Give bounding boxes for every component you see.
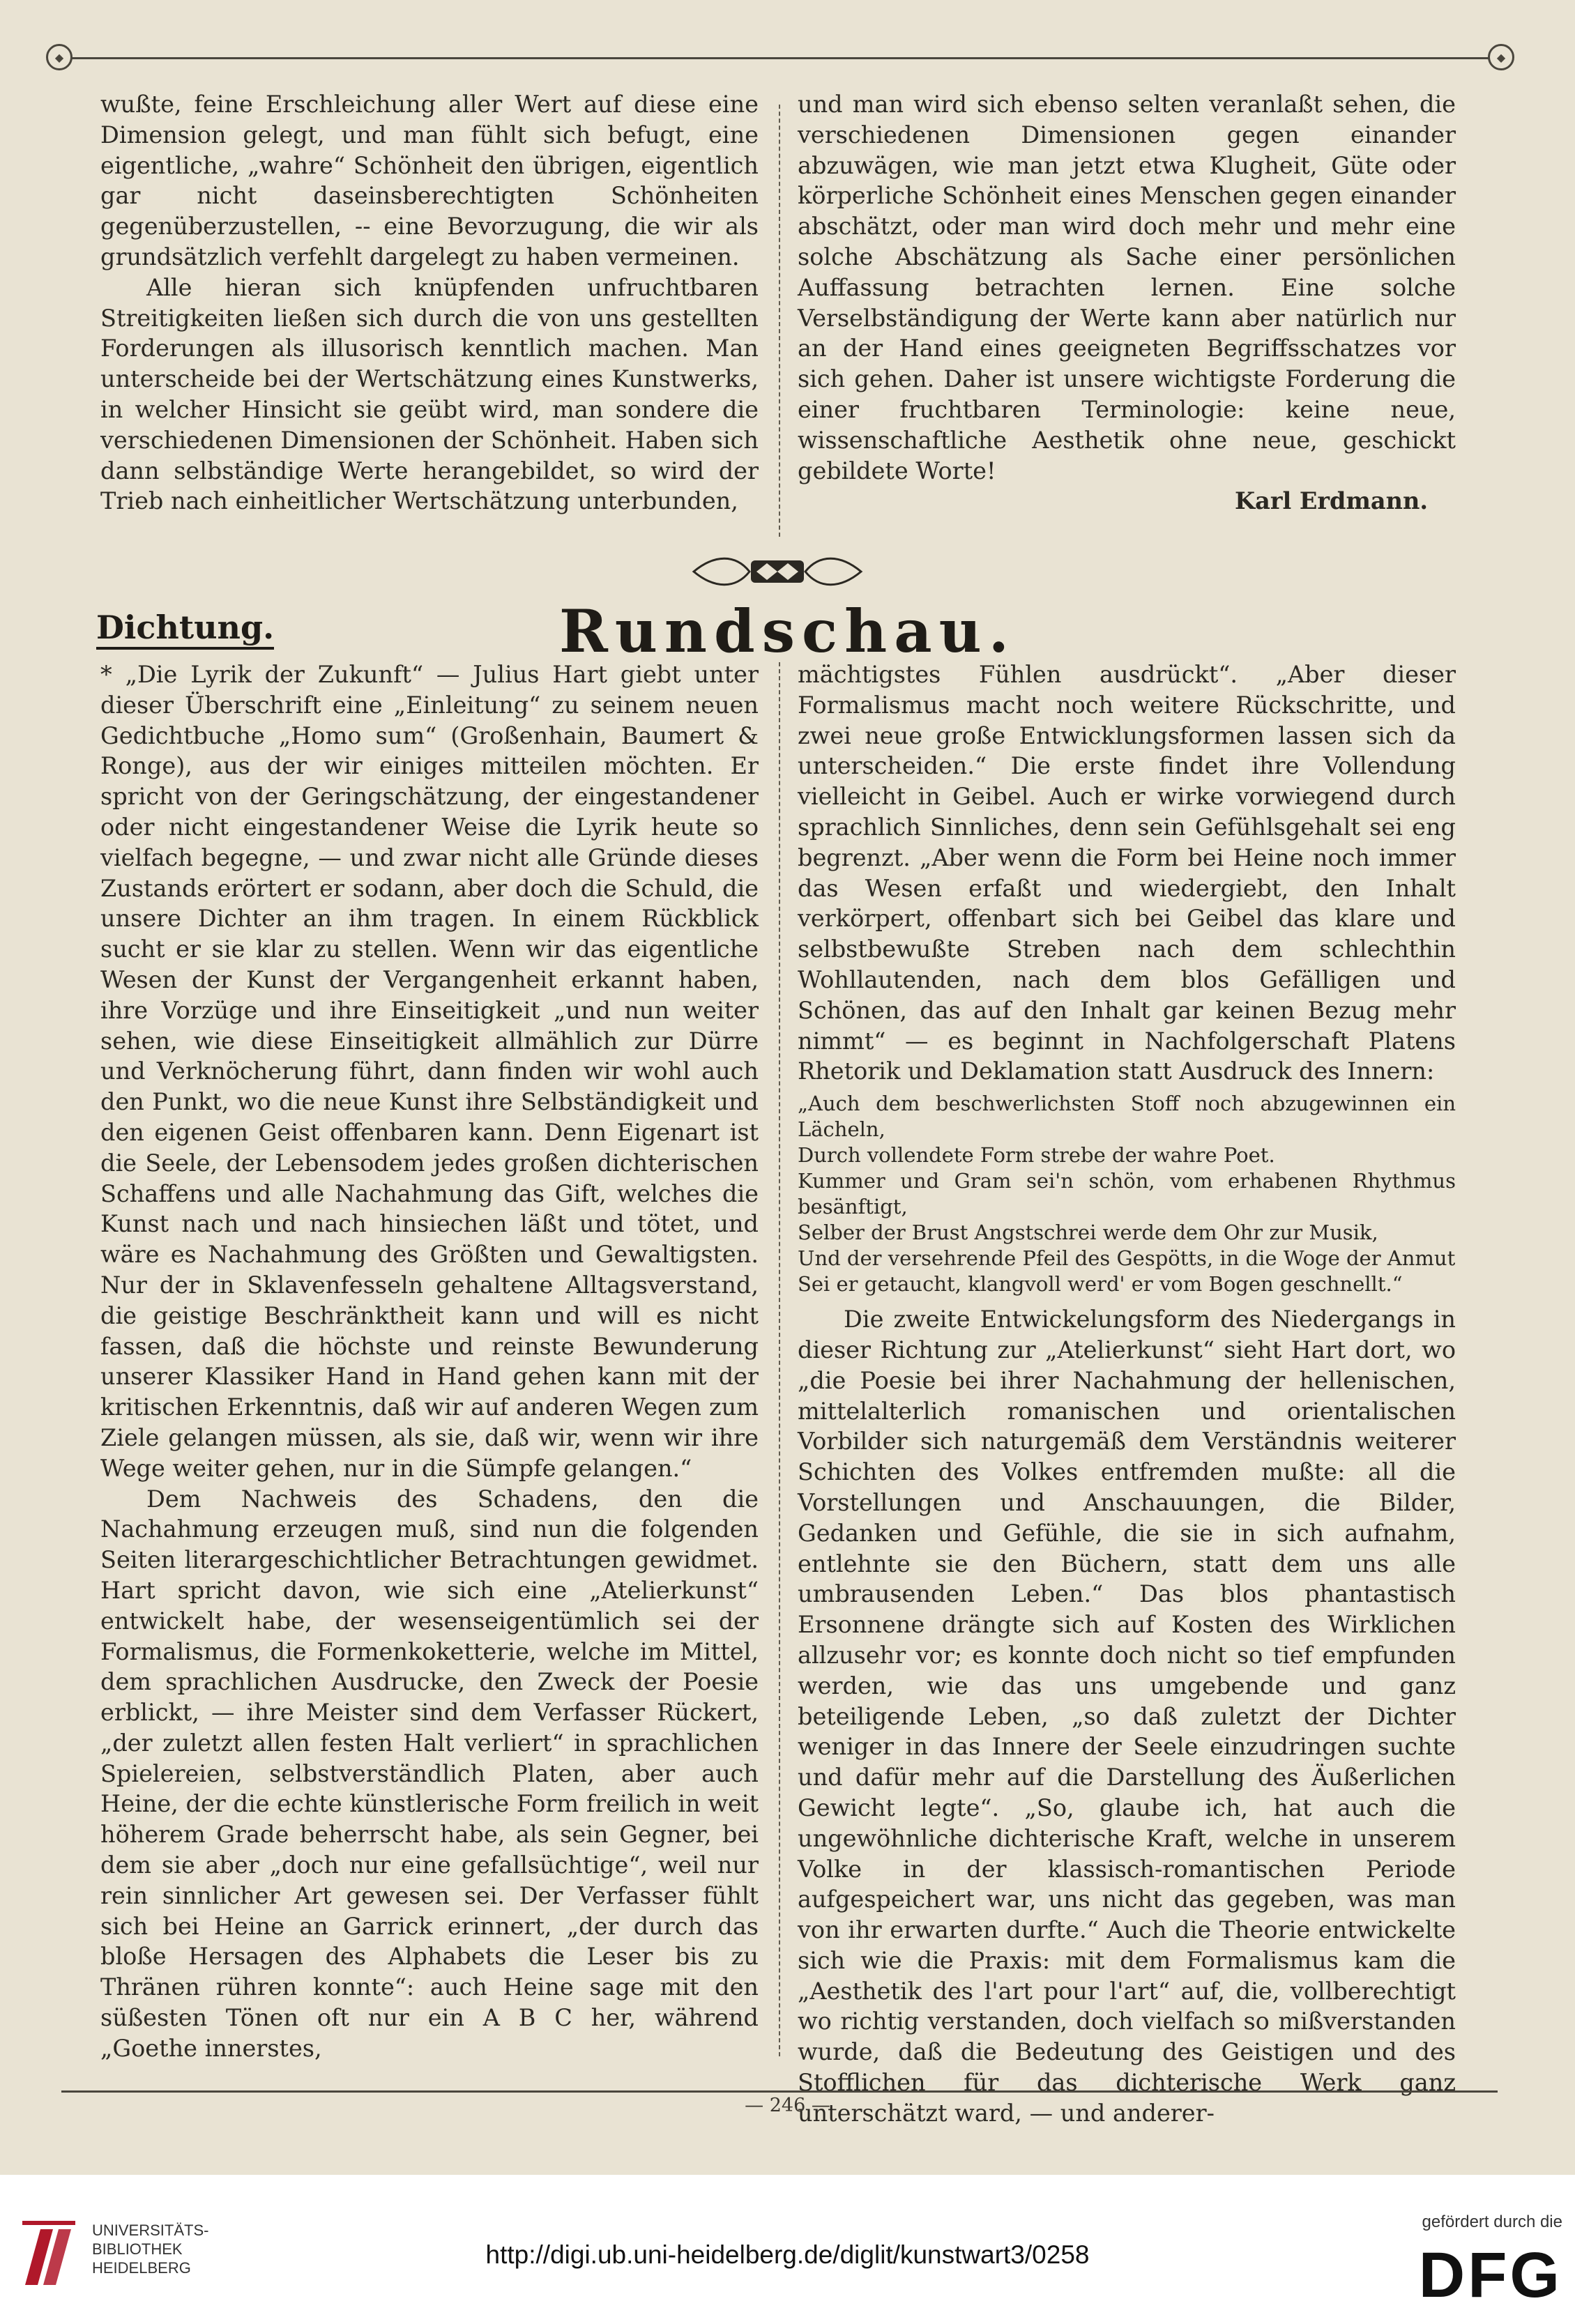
corner-ornament-icon: ◆ <box>1488 44 1514 70</box>
essay-column-left <box>100 89 759 517</box>
poem-line: Und der versehrende Pfeil des Gespötts, in die Woge der Anmut <box>798 1246 1456 1271</box>
poem-line: Durch vollendete Form strebe der wahre Poet. <box>798 1143 1275 1168</box>
review-column-right <box>798 659 1456 2129</box>
poem-quotation <box>798 1091 1456 1297</box>
top-border-rule <box>61 57 1498 59</box>
paragraph: * „Die Lyrik der Zukunft“ — Julius Hart giebt unter dieser Überschrift eine „Einleitung“ zu seinem neuen Gedichtbuche „Homo sum“ (Großenhain, Baumert & Ronge), aus der wir einiges mitteilen möchten. Er spricht von der Geringschätzung, der eingestandener oder nicht eingestandener Weise die Lyrik heute so vielfach begegne, — und zwar nicht alle Gründe dieses Zustands erörtert er sodann, aber doch die Schuld, die unsere Dichter an ihm tragen. In einem Rückblick sucht er sie klar zu stellen. Wenn wir das eigentliche Wesen der Kunst der Vergangenheit erkannt haben, ihre Vorzüge und ihre Einseitigkeit „und nun weiter sehen, wie diese Einseitigkeit allmählich zur Dürre und Verknöcherung führt, dann finden wir wohl auch den Punkt, wo die neue Kunst ihre Selbständigkeit und den eigenen Geist offenbaren kann. Denn Eigenart ist die Seele, der Lebensodem jedes großen dichterischen Schaffens und alle Nachahmung das Gift, welches die Kunst nach und nach hinsiechen läßt und tötet, und wäre es Nachahmung des Größten und Gewaltigsten. Nur der in Sklavenfesseln gehaltene Alltagsverstand, die geistige Beschränktheit kann und will es nicht fassen, daß die höchste und reinste Bewunderung unserer Klassiker Hand in Hand gehen kann mit der kritischen Erkenntnis, daß wir auf anderen Wegen zum Ziele gelangen müssen, als sie, daß wir, wenn wir ihre Wege weiter gehen, nur in die Sümpfe gelangen.“ <box>100 661 759 1482</box>
review-column-left <box>100 659 759 2064</box>
column-divider <box>779 105 780 537</box>
paragraph: wußte, feine Erschleichung aller Wert auf diese eine Dimension gelegt, und man fühlt sich befugt, eine eigentliche, „wahre“ Schönheit den übrigen, eigentlich gar nicht daseinsberechtigten Schönheiten gegenüberzustellen, -- eine Bevorzugung, die wir als grundsätzlich verfehlt dargelegt zu haben vermeinen. <box>100 91 759 270</box>
page-number: — 246 — <box>745 2095 830 2116</box>
author-signature: Karl Erdmann. <box>1235 487 1428 515</box>
poem-line: „Auch dem beschwerlichsten Stoff noch abzugewinnen ein Lächeln, <box>798 1092 1456 1142</box>
section-divider-ornament-icon <box>687 551 868 593</box>
viewer-footer <box>0 2175 1575 2324</box>
paragraph: Alle hieran sich knüpfenden unfruchtbaren Streitigkeiten ließen sich durch die von uns gestellten Forderungen als illusorisch kenntlich machen. Man unterscheide bei der Wertschätzung eines Kunstwerks, in welcher Hinsicht sie geübt wird, man sondere die verschiedenen Dimensionen der Schönheit. Haben sich dann selbständige Werte herangebildet, so wird der Trieb nach einheitlicher Wertschätzung unterbunden, <box>100 273 759 515</box>
paragraph: Die zweite Entwickelungsform des Niedergangs in dieser Richtung zur „Atelierkunst“ sieht Hart dort, wo „die Poesie bei ihrer Nachahmung der hellenischen, mittelalterlich romanischen und orientalischen Vorbilder sich naturgemäß dem Verständnis weiterer Schichten des Volkes entfremden mußte: all die Vorstellungen und Anschauungen, die Bilder, Gedanken und Gefühle, die sie in sich aufnahm, entlehnte sie den Büchern, statt dem uns alle umbrausenden Leben.“ Das blos phantastisch Ersonnene drängte sich auf Kosten des Wirklichen allzusehr vor; es konnte doch nicht so tief empfunden werden, wie das uns umgebende und ganz beteiligende Leben, „so daß zuletzt der Dichter weniger in das Innere der Seele einzudringen suchte und dafür mehr auf die Darstellung des Äußerlichen Gewicht legte“. „So, glaube ich, hat auch die ungewöhnliche dichterische Kraft, welche in unserem Volke in der klassisch-romantischen Periode aufgespeichert war, uns nicht das gegeben, was man von ihr erwarten durfte.“ Auch die Theorie entwickelte sich wie die Praxis: mit dem Formalismus kam die „Aesthetik des l'art pour l'art“ auf, die, vollberechtigt wo richtig verstanden, doch vielfach so mißverstanden wurde, daß die Bedeutung des Geistigen und des Stofflichen für das dichterische Werk ganz unterschätzt ward, — und anderer- <box>798 1306 1456 2127</box>
library-name-line: BIBLIOTHEK <box>92 2240 183 2258</box>
poem-line: Selber der Brust Angstschrei werde dem Ohr zur Musik, <box>798 1221 1378 1245</box>
library-name-line: UNIVERSITÄTS- <box>92 2222 209 2239</box>
essay-column-right <box>798 89 1456 517</box>
poem-line: Sei er getaucht, klangvoll werd' er vom Bogen geschnellt.“ <box>798 1272 1403 1297</box>
poem-line: Kummer und Gram sei'n schön, vom erhabenen Rhythmus besänftigt, <box>798 1169 1456 1219</box>
dfg-logo-icon: DFG <box>1418 2240 1562 2311</box>
corner-ornament-icon: ◆ <box>46 44 73 70</box>
library-name-line: HEIDELBERG <box>92 2259 191 2277</box>
bottom-border-rule <box>61 2090 1498 2093</box>
section-label: Dichtung. <box>96 608 274 650</box>
section-heading: Rundschau. <box>559 597 1016 666</box>
funding-note: gefördert durch die <box>1422 2212 1562 2231</box>
paragraph: mächtigstes Fühlen ausdrückt“. „Aber dieser Formalismus macht noch weitere Rückschritte, und zwei neue große Entwicklungsformen lassen sich da unterscheiden.“ Die erste findet ihre Vollendung vielleicht in Geibel. Auch er wirke vorwiegend durch sprachlich Sinnliches, denn sein Gefühlsgehalt sei eng begrenzt. „Aber wenn die Form bei Heine noch immer das Wesen erfaßt und wiedergiebt, den Inhalt verkörpert, offenbart sich bei Geibel das klare und selbstbewußte Streben nach dem schlechthin Wohllautenden, nach dem blos Gefälligen und Schönen, das auf den Inhalt gar keinen Bezug mehr nimmt“ — es beginnt in Nachfolgerschaft Platens Rhetorik und Deklamation statt Ausdruck des Innern: <box>798 661 1456 1085</box>
column-divider <box>779 662 780 2056</box>
paragraph: und man wird sich ebenso selten veranlaßt sehen, die verschiedenen Dimensionen gegen einander abzuwägen, wie man jetzt etwa Klugheit, Güte oder körperliche Schönheit eines Menschen gegen einander abschätzt, oder man wird doch mehr und mehr eine solche Abschätzung als Sache einer persönlichen Auffassung betrachten lernen. Eine solche Verselbständigung der Werte kann aber natürlich nur an der Hand eines geeigneten Begriffsschatzes vor sich gehen. Daher ist unsere wichtigste Forderung die einer fruchtbaren Terminologie: keine neue, wissenschaftliche Aesthetik ohne neue, geschickt gebildete Worte! <box>798 91 1456 484</box>
paragraph: Dem Nachweis des Schadens, den die Nachahmung erzeugen muß, sind nun die folgenden Seiten literargeschichtlicher Betrachtungen gewidmet. Hart spricht davon, wie sich eine „Atelierkunst“ entwickelt habe, der wesenseigentümlich sei der Formalismus, die Formenkoketterie, welche im Mittel, dem sprachlichen Ausdrucke, den Zweck der Poesie erblickt, — ihre Meister sind dem Verfasser Rückert, „der zuletzt allen festen Halt verliert“ in sprachlichen Spielereien, selbstverständlich Platen, aber auch Heine, der die echte künstlerische Form freilich in weit höherem Grade beherrscht habe, als sein Gegner, bei dem sie aber „doch nur eine gefallsüchtige“, weil nur rein sinnlicher Art gewesen sei. Der Verfasser fühlt sich bei Heine an Garrick erinnert, „der durch das bloße Hersagen des Alphabets die Leser bis zu Thränen rühren konnte“: auch Heine sage mit den süßesten Tönen oft nur ein A B C her, während „Goethe innerstes, <box>100 1485 759 2062</box>
source-url-link[interactable]: http://digi.ub.uni-heidelberg.de/diglit/kunstwart3/0258 <box>485 2240 1090 2269</box>
